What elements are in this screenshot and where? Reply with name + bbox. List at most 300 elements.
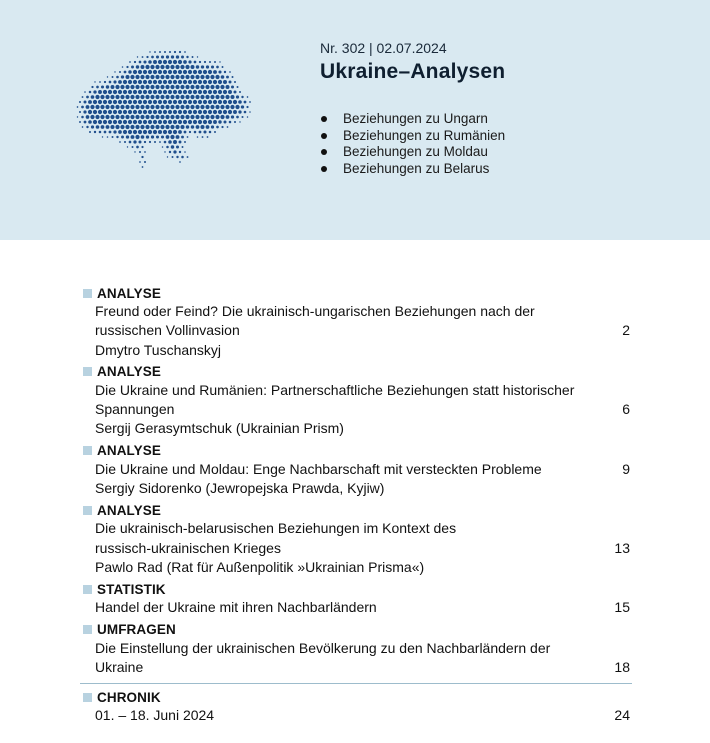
map-dot xyxy=(176,146,179,149)
map-dot xyxy=(225,95,229,99)
map-dot xyxy=(148,120,152,124)
map-dot xyxy=(158,60,162,64)
toc-entry[interactable] xyxy=(80,580,632,617)
map-dot xyxy=(160,105,164,109)
map-dot xyxy=(103,90,107,94)
map-dot xyxy=(208,110,212,114)
map-dot xyxy=(153,80,157,84)
map-dot xyxy=(210,75,214,79)
map-dot xyxy=(178,70,182,74)
map-dot xyxy=(93,120,97,124)
map-dot xyxy=(210,95,214,99)
map-dot xyxy=(124,71,127,74)
map-dot xyxy=(191,65,195,69)
entry-author: Dmytro Tuschanskyj xyxy=(95,341,222,358)
map-dot xyxy=(128,110,132,114)
map-dot xyxy=(133,100,137,104)
map-dot xyxy=(199,61,201,63)
toc-entry[interactable] xyxy=(80,501,632,577)
entry-type: STATISTIK xyxy=(97,581,166,597)
map-dot xyxy=(164,141,167,144)
map-dot xyxy=(198,120,202,124)
map-dot xyxy=(244,111,247,114)
map-dot xyxy=(209,131,212,134)
map-dot xyxy=(140,75,144,79)
map-dot xyxy=(234,81,236,83)
map-dot xyxy=(163,80,167,84)
map-dot xyxy=(105,95,109,99)
map-dot xyxy=(246,106,248,108)
map-dot xyxy=(165,125,169,129)
entry-author: Sergiy Sidorenko (Jewropejska Prawda, Kyjiw) xyxy=(95,480,385,497)
map-dot xyxy=(166,146,169,149)
map-dot xyxy=(153,100,157,104)
map-dot xyxy=(228,90,232,94)
map-dot xyxy=(107,76,108,77)
map-dot xyxy=(181,125,185,129)
map-dot xyxy=(205,85,209,89)
map-dot xyxy=(113,110,117,114)
map-dot xyxy=(144,141,146,143)
map-dot xyxy=(77,116,78,117)
map-dot xyxy=(173,90,177,94)
map-dot xyxy=(206,125,210,129)
map-dot xyxy=(145,95,149,99)
map-dot xyxy=(130,95,134,99)
map-dot xyxy=(178,90,182,94)
map-dot xyxy=(187,156,189,158)
map-dot xyxy=(193,90,197,94)
map-dot xyxy=(230,105,234,109)
map-dot xyxy=(180,105,184,109)
map-dot xyxy=(198,110,202,114)
map-dot xyxy=(128,70,131,73)
map-dot xyxy=(233,110,237,114)
map-dot xyxy=(109,81,112,84)
map-dot xyxy=(172,156,174,158)
map-dot xyxy=(98,90,102,94)
map-dot xyxy=(123,90,127,94)
map-dot xyxy=(141,65,145,69)
map-dot xyxy=(198,70,202,74)
entry-title-line: Handel der Ukraine mit ihren Nachbarländern xyxy=(95,599,377,616)
entry-title-line: Ukraine xyxy=(95,658,144,675)
map-dot xyxy=(163,100,167,104)
map-dot xyxy=(138,110,142,114)
map-dot xyxy=(226,76,229,79)
map-dot xyxy=(124,141,126,143)
map-dot xyxy=(213,80,217,84)
map-dot xyxy=(81,116,84,119)
toc-entry[interactable] xyxy=(80,363,632,439)
map-dot xyxy=(186,125,189,128)
ukraine-map-icon xyxy=(68,40,258,180)
map-dot xyxy=(143,90,147,94)
map-dot xyxy=(234,91,237,94)
map-dot xyxy=(110,95,114,99)
map-dot xyxy=(98,100,102,104)
map-dot xyxy=(158,120,162,124)
map-dot xyxy=(145,85,149,89)
page-number: 9 xyxy=(622,460,630,477)
map-dot xyxy=(203,110,207,114)
map-dot xyxy=(213,70,217,74)
map-dot xyxy=(140,115,144,119)
entry-type: ANALYSE xyxy=(97,502,161,518)
map-dot xyxy=(175,125,179,129)
page-number: 13 xyxy=(614,539,630,556)
map-dot xyxy=(151,56,154,59)
map-dot xyxy=(123,100,127,104)
map-dot xyxy=(228,110,232,114)
map-dot xyxy=(195,85,199,89)
map-dot xyxy=(185,115,189,119)
map-dot xyxy=(198,100,202,104)
map-dot xyxy=(160,115,164,119)
map-dot xyxy=(190,105,194,109)
map-dot xyxy=(190,75,194,79)
map-dot xyxy=(88,120,92,124)
map-dot xyxy=(166,55,169,58)
map-dot xyxy=(168,110,172,114)
map-dot xyxy=(160,125,164,129)
map-dot xyxy=(120,105,124,109)
map-dot xyxy=(188,70,192,74)
map-dot xyxy=(149,51,150,52)
map-dot xyxy=(169,51,171,53)
map-dot xyxy=(126,135,129,138)
map-dot xyxy=(79,101,81,103)
map-dot xyxy=(139,141,142,144)
map-dot xyxy=(175,65,179,69)
map-dot xyxy=(120,115,124,119)
entry-title-line: Die Ukraine und Moldau: Enge Nachbarschaft mit versteckten Probleme xyxy=(95,460,542,477)
issue-number: Nr. 302 | 02.07.2024 xyxy=(320,40,447,56)
map-dot xyxy=(101,85,104,88)
map-dot xyxy=(211,65,214,68)
map-dot xyxy=(154,51,156,53)
map-dot xyxy=(134,61,136,63)
map-dot xyxy=(91,86,93,88)
map-dot xyxy=(113,130,116,133)
map-dot xyxy=(149,141,151,143)
map-dot xyxy=(138,90,142,94)
map-dot xyxy=(193,110,197,114)
map-dot xyxy=(113,100,117,104)
map-dot xyxy=(123,120,127,124)
map-dot xyxy=(175,115,179,119)
map-dot xyxy=(173,150,176,153)
square-bullet-icon xyxy=(83,446,92,455)
topic-item: Beziehungen zu Belarus xyxy=(320,161,505,178)
map-dot xyxy=(223,90,227,94)
map-dot xyxy=(141,135,145,139)
map-dot xyxy=(104,131,107,134)
entry-title-line: 01. – 18. Juni 2024 xyxy=(95,707,215,724)
map-dot xyxy=(173,110,177,114)
map-dot xyxy=(176,55,179,58)
map-dot xyxy=(208,80,212,84)
map-dot xyxy=(241,96,243,98)
map-dot xyxy=(141,156,143,158)
map-dot xyxy=(159,51,161,53)
map-dot xyxy=(179,151,181,153)
map-dot xyxy=(197,136,199,138)
map-dot xyxy=(188,90,192,94)
map-dot xyxy=(108,100,112,104)
map-dot xyxy=(95,105,99,109)
map-dot xyxy=(224,71,226,73)
map-dot xyxy=(203,120,207,124)
map-dot xyxy=(249,101,251,103)
map-dot xyxy=(118,130,122,134)
map-dot xyxy=(122,66,124,68)
map-dot xyxy=(143,100,147,104)
map-dot xyxy=(163,120,167,124)
map-dot xyxy=(115,115,119,119)
map-dot xyxy=(231,86,234,89)
map-dot xyxy=(178,120,182,124)
map-dot xyxy=(135,115,139,119)
map-dot xyxy=(213,110,217,114)
map-dot xyxy=(185,85,189,89)
toc-entry[interactable] xyxy=(80,688,632,725)
map-dot xyxy=(153,110,157,114)
map-dot xyxy=(119,71,121,73)
map-dot xyxy=(176,156,178,158)
map-dot xyxy=(183,70,187,74)
map-dot xyxy=(113,90,117,94)
map-dot xyxy=(143,120,147,124)
map-dot xyxy=(173,120,177,124)
map-dot xyxy=(202,136,204,138)
map-dot xyxy=(223,100,227,104)
map-dot xyxy=(190,85,194,89)
map-dot xyxy=(101,125,105,129)
map-dot xyxy=(181,136,184,139)
map-dot xyxy=(229,81,232,84)
map-dot xyxy=(118,110,122,114)
map-dot xyxy=(118,80,122,84)
map-dot xyxy=(232,76,234,78)
map-dot xyxy=(223,110,227,114)
publication-title: Ukraine–Analysen xyxy=(320,60,506,83)
map-dot xyxy=(100,115,104,119)
entry-author: Sergij Gerasymtschuk (Ukrainian Prism) xyxy=(95,420,344,437)
map-dot xyxy=(215,75,219,79)
map-dot xyxy=(236,116,239,119)
entry-title-line: Freund oder Feind? Die ukrainisch-ungarischen Beziehungen nach der xyxy=(95,303,535,319)
map-dot xyxy=(160,75,164,79)
map-dot xyxy=(150,125,154,129)
map-dot xyxy=(198,80,202,84)
map-dot xyxy=(173,80,177,84)
map-dot xyxy=(155,65,159,69)
map-dot xyxy=(144,161,146,163)
map-dot xyxy=(238,110,241,113)
map-dot xyxy=(218,90,222,94)
map-dot xyxy=(175,105,179,109)
map-dot xyxy=(133,120,137,124)
map-dot xyxy=(133,70,137,74)
map-dot xyxy=(125,125,129,129)
map-dot xyxy=(125,115,129,119)
entry-author: Pawlo Rad (Rat für Außenpolitik »Ukrainian Prisma«) xyxy=(95,558,425,575)
map-dot xyxy=(163,60,167,64)
map-dot xyxy=(221,126,223,128)
map-dot xyxy=(214,61,216,63)
entry-title-line: Spannungen xyxy=(95,401,175,418)
map-dot xyxy=(105,115,109,119)
map-dot xyxy=(126,66,128,68)
map-dot xyxy=(213,100,217,104)
map-dot xyxy=(137,56,138,57)
map-dot xyxy=(110,115,114,119)
map-dot xyxy=(150,115,154,119)
map-dot xyxy=(223,80,227,84)
header-band xyxy=(0,0,710,240)
map-dot xyxy=(203,90,207,94)
map-dot xyxy=(200,125,204,129)
topic-item: Beziehungen zu Ungarn xyxy=(320,111,505,128)
map-dot xyxy=(198,90,202,94)
map-dot xyxy=(174,51,176,53)
map-dot xyxy=(121,136,124,139)
map-dot xyxy=(98,110,102,114)
page-number: 18 xyxy=(614,658,630,675)
map-dot xyxy=(131,66,134,69)
map-dot xyxy=(84,101,87,104)
map-dot xyxy=(123,80,127,84)
map-dot xyxy=(189,131,191,133)
map-dot xyxy=(86,126,88,128)
map-dot xyxy=(183,100,187,104)
map-dot xyxy=(138,100,142,104)
map-dot xyxy=(148,70,152,74)
map-dot xyxy=(165,115,169,119)
square-bullet-icon xyxy=(83,693,92,702)
map-dot xyxy=(171,55,174,58)
map-dot xyxy=(103,110,107,114)
map-dot xyxy=(140,95,144,99)
map-dot xyxy=(139,161,141,163)
map-dot xyxy=(229,121,232,124)
map-dot xyxy=(170,125,174,129)
map-dot xyxy=(196,65,199,68)
map-dot xyxy=(210,105,214,109)
map-dot xyxy=(160,95,164,99)
map-dot xyxy=(129,141,132,144)
map-dot xyxy=(185,65,189,69)
map-dot xyxy=(170,65,174,69)
toc-entry[interactable] xyxy=(80,284,632,360)
map-dot xyxy=(239,121,240,122)
map-dot xyxy=(184,51,186,53)
map-dot xyxy=(206,65,209,68)
page-number: 2 xyxy=(622,322,630,339)
map-dot xyxy=(183,90,187,94)
map-dot xyxy=(178,110,182,114)
map-dot xyxy=(131,146,133,148)
map-dot xyxy=(244,101,247,104)
map-dot xyxy=(237,86,239,88)
map-dot xyxy=(184,151,186,153)
map-dot xyxy=(102,136,103,137)
map-dot xyxy=(143,80,147,84)
entry-type: ANALYSE xyxy=(97,443,161,459)
entry-title-line: Die Ukraine und Rumänien: Partnerschaftliche Beziehungen statt historischer xyxy=(95,381,575,398)
toc-entry[interactable] xyxy=(80,621,632,678)
map-dot xyxy=(112,76,114,78)
map-dot xyxy=(106,125,110,129)
map-dot xyxy=(150,85,154,89)
map-dot xyxy=(165,95,169,99)
map-dot xyxy=(153,70,157,74)
map-dot xyxy=(125,85,129,89)
toc-entry[interactable] xyxy=(80,442,632,499)
map-dot xyxy=(178,60,182,64)
topic-list xyxy=(320,111,505,177)
map-dot xyxy=(195,105,199,109)
page-number: 6 xyxy=(622,401,630,418)
map-dot xyxy=(151,135,154,138)
map-dot xyxy=(221,75,225,79)
map-dot xyxy=(210,85,214,89)
map-dot xyxy=(148,90,152,94)
map-dot xyxy=(93,110,97,114)
map-dot xyxy=(133,80,137,84)
map-dot xyxy=(145,105,149,109)
map-dot xyxy=(106,85,109,88)
map-dot xyxy=(143,110,147,114)
map-dot xyxy=(100,105,104,109)
map-dot xyxy=(82,96,84,98)
map-dot xyxy=(173,60,177,64)
map-dot xyxy=(88,110,92,114)
map-dot xyxy=(143,60,146,63)
map-dot xyxy=(143,130,147,134)
map-dot xyxy=(158,100,162,104)
map-dot xyxy=(79,121,81,123)
map-dot xyxy=(210,115,214,119)
map-dot xyxy=(163,130,167,134)
map-dot xyxy=(193,70,197,74)
map-dot xyxy=(133,90,137,94)
map-dot xyxy=(188,100,192,104)
map-dot xyxy=(216,66,219,69)
map-dot xyxy=(158,80,162,84)
map-dot xyxy=(111,85,115,89)
map-dot xyxy=(205,105,209,109)
map-dot xyxy=(241,116,243,118)
map-dot xyxy=(130,125,134,129)
map-dot xyxy=(197,56,198,57)
map-dot xyxy=(200,95,204,99)
map-dot xyxy=(155,115,159,119)
map-dot xyxy=(208,70,212,74)
map-dot xyxy=(120,85,124,89)
square-bullet-icon xyxy=(83,289,92,298)
map-dot xyxy=(163,70,167,74)
map-dot xyxy=(164,51,166,53)
map-dot xyxy=(236,95,239,98)
map-dot xyxy=(115,105,119,109)
map-dot xyxy=(218,70,221,73)
map-dot xyxy=(145,65,149,69)
map-dot xyxy=(94,81,95,82)
map-dot xyxy=(130,75,134,79)
map-dot xyxy=(86,115,90,119)
